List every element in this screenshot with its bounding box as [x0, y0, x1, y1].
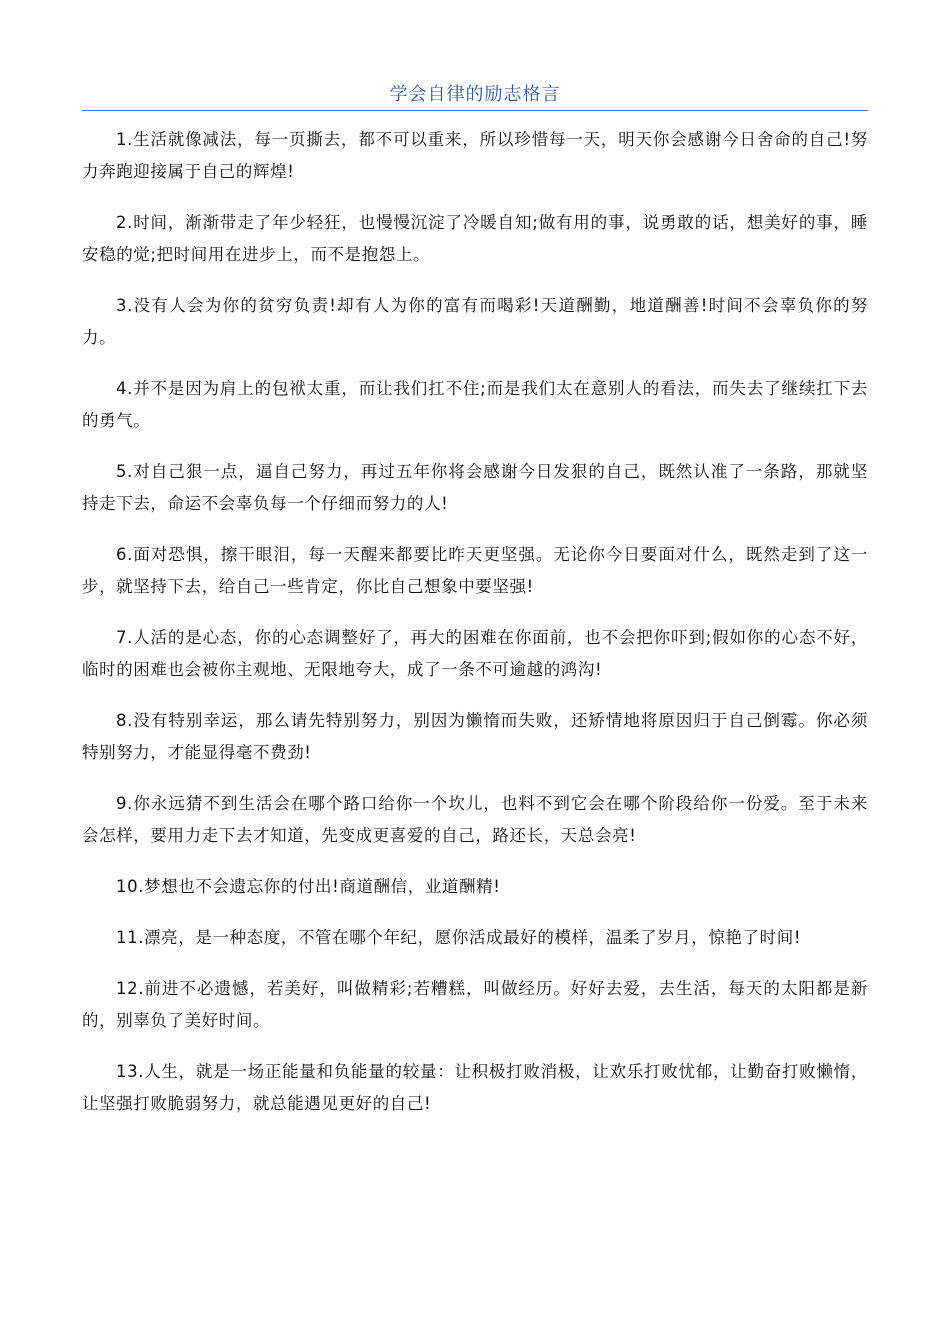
quote-paragraph: 6.面对恐惧，擦干眼泪，每一天醒来都要比昨天更坚强。无论你今日要面对什么，既然走到了这一步，就坚持下去，给自己一些肯定，你比自己想象中要坚强! [82, 545, 868, 596]
quote-paragraph: 5.对自己狠一点，逼自己努力，再过五年你将会感谢今日发狠的自己，既然认准了一条路，那就坚持走下去，命运不会辜负每一个仔细而努力的人! [82, 462, 868, 513]
page-title: 学会自律的励志格言 [389, 84, 561, 105]
quote-paragraph: 7.人活的是心态，你的心态调整好了，再大的困难在你面前，也不会把你吓到;假如你的心态不好，临时的困难也会被你主观地、无限地夸大，成了一条不可逾越的鸿沟! [82, 628, 868, 679]
document-body [82, 124, 868, 1139]
quote-paragraph: 11.漂亮，是一种态度，不管在哪个年纪，愿你活成最好的模样，温柔了岁月，惊艳了时间! [116, 928, 802, 947]
quote-paragraph: 3.没有人会为你的贫穷负责!却有人为你的富有而喝彩!天道酬勤，地道酬善!时间不会辜负你的努力。 [82, 296, 868, 347]
quote-paragraph: 12.前进不必遗憾，若美好，叫做精彩;若糟糕，叫做经历。好好去爱，去生活，每天的太阳都是新的，别辜负了美好时间。 [82, 979, 868, 1030]
page-header [82, 80, 868, 111]
quote-paragraph: 13.人生，就是一场正能量和负能量的较量：让积极打败消极，让欢乐打败忧郁，让勤奋打败懒惰，让坚强打败脆弱努力，就总能遇见更好的自己! [82, 1062, 868, 1113]
quote-paragraph: 2.时间，渐渐带走了年少轻狂，也慢慢沉淀了冷暖自知;做有用的事，说勇敢的话，想美好的事，睡安稳的觉;把时间用在进步上，而不是抱怨上。 [82, 213, 868, 264]
quote-paragraph: 10.梦想也不会遗忘你的付出!商道酬信，业道酬精! [116, 877, 501, 896]
quote-paragraph: 8.没有特别幸运，那么请先特别努力，别因为懒惰而失败，还矫情地将原因归于自己倒霉。你必须特别努力，才能显得毫不费劲! [82, 711, 868, 762]
quote-paragraph: 4.并不是因为肩上的包袱太重，而让我们扛不住;而是我们太在意别人的看法，而失去了继续扛下去的勇气。 [82, 379, 868, 430]
quote-paragraph: 1.生活就像减法，每一页撕去，都不可以重来，所以珍惜每一天，明天你会感谢今日舍命的自己!努力奔跑迎接属于自己的辉煌! [82, 130, 868, 181]
quote-paragraph: 9.你永远猜不到生活会在哪个路口给你一个坎儿，也料不到它会在哪个阶段给你一份爱。至于未来会怎样，要用力走下去才知道，先变成更喜爱的自己，路还长，天总会亮! [82, 794, 868, 845]
